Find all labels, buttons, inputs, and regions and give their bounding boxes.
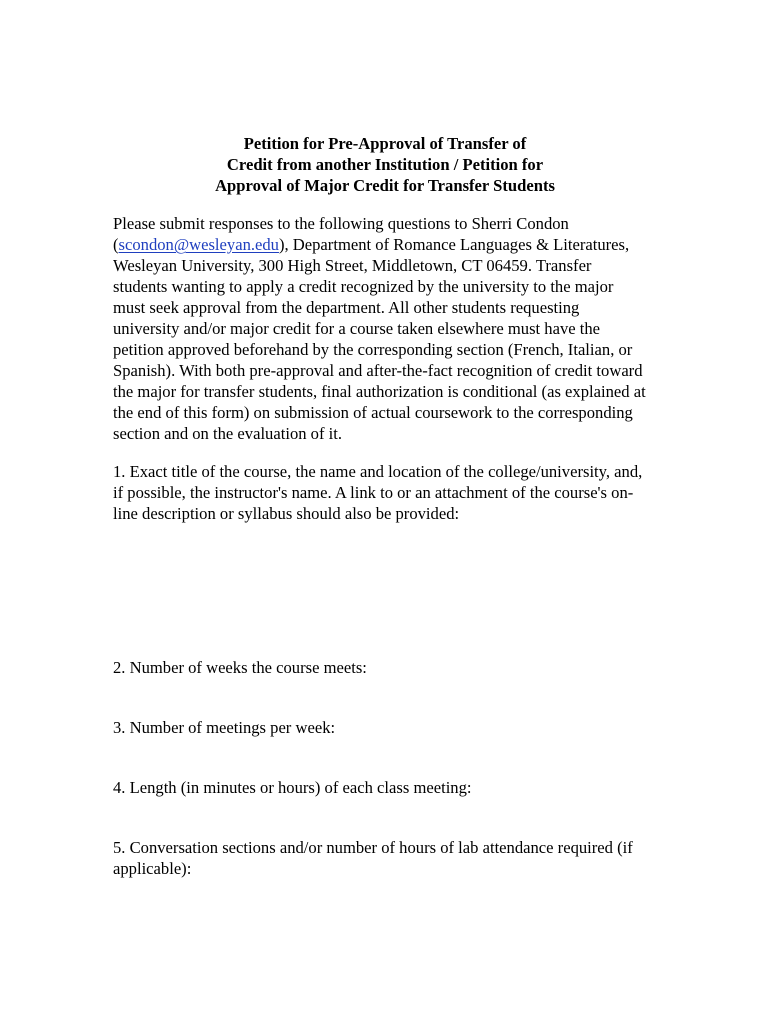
question-4 bbox=[113, 777, 683, 798]
question-5-line-2: applicable): bbox=[113, 859, 192, 878]
document-title bbox=[0, 133, 770, 196]
question-1 bbox=[113, 461, 683, 524]
question-1-line-2: if possible, the instructor's name. A link to or an attachment of the course's on- bbox=[113, 483, 634, 502]
intro-line-5: must seek approval from the department. All other students requesting bbox=[113, 298, 580, 317]
title-line-3: Approval of Major Credit for Transfer Students bbox=[215, 176, 555, 195]
intro-line-8: Spanish). With both pre-approval and after-the-fact recognition of credit toward bbox=[113, 361, 643, 380]
question-5-line-1: 5. Conversation sections and/or number of hours of lab attendance required (if bbox=[113, 838, 633, 857]
title-line-2: Credit from another Institution / Petition for bbox=[226, 155, 544, 174]
intro-line-9: the major for transfer students, final authorization is conditional (as explained at bbox=[113, 382, 646, 401]
intro-line-11: section and on the evaluation of it. bbox=[113, 424, 343, 443]
question-3-text: 3. Number of meetings per week: bbox=[113, 718, 336, 737]
intro-line-4: students wanting to apply a credit recognized by the university to the major bbox=[113, 277, 614, 296]
intro-line-1: Please submit responses to the following questions to Sherri Condon bbox=[113, 214, 569, 233]
intro-line-7: petition approved beforehand by the corresponding section (French, Italian, or bbox=[113, 340, 633, 359]
question-1-line-3: line description or syllabus should also be provided: bbox=[113, 504, 460, 523]
question-5 bbox=[113, 837, 683, 879]
title-line-1: Petition for Pre-Approval of Transfer of bbox=[243, 134, 527, 153]
intro-line-2-rest: ), Department of Romance Languages & Literatures, bbox=[278, 235, 630, 254]
intro-line-2 bbox=[113, 234, 683, 255]
question-4-text: 4. Length (in minutes or hours) of each class meeting: bbox=[113, 778, 472, 797]
open-paren: ( bbox=[113, 235, 119, 254]
question-2 bbox=[113, 657, 683, 678]
email-link[interactable]: scondon@wesleyan.edu bbox=[118, 235, 279, 254]
question-1-line-1: 1. Exact title of the course, the name and location of the college/university, and, bbox=[113, 462, 643, 481]
intro-line-3: Wesleyan University, 300 High Street, Middletown, CT 06459. Transfer bbox=[113, 256, 592, 275]
question-2-text: 2. Number of weeks the course meets: bbox=[113, 658, 367, 677]
question-3 bbox=[113, 717, 683, 738]
intro-line-10: the end of this form) on submission of actual coursework to the corresponding bbox=[113, 403, 633, 422]
intro-line-6: university and/or major credit for a course taken elsewhere must have the bbox=[113, 319, 601, 338]
intro-paragraph bbox=[113, 213, 683, 444]
